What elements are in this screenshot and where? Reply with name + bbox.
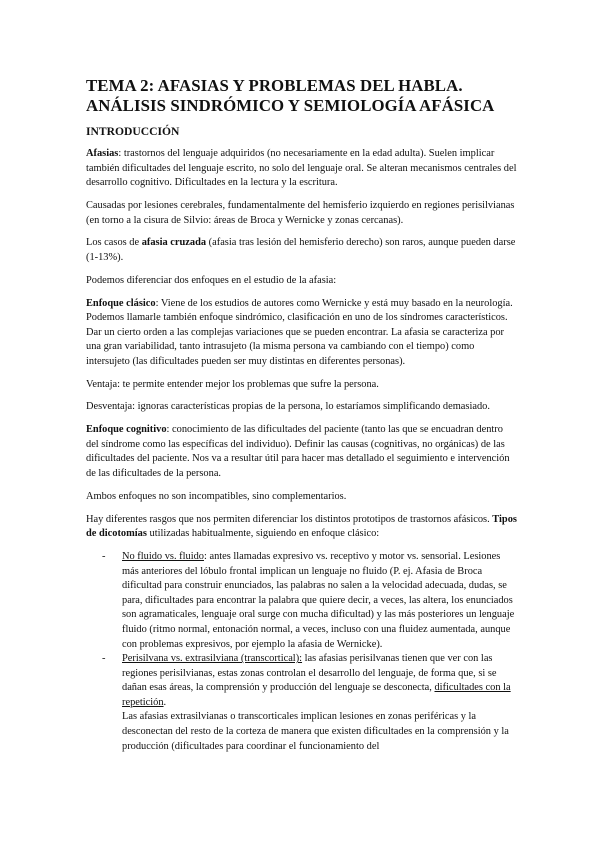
term-enfoque-clasico: Enfoque clásico (86, 297, 156, 309)
paragraph-causas: Causadas por lesiones cerebrales, fundamentalmente del hemisferio izquierdo en regiones perisilvianas (en torno a la cisura de Silvio: áreas de Broca y Wernicke y zonas cercanas). (86, 199, 515, 226)
term-enfoque-cognitivo: Enfoque cognitivo (86, 424, 167, 436)
paragraph-afasia-cruzada: Los casos de afasia cruzada (afasia tras lesión del hemisferio derecho) son raros, aunque pueden darse (1-13%). (86, 237, 516, 263)
list-item-continuation: Las afasias extrasilvianas o transcorticales implican lesiones en zonas periféricas y la desconectan del resto de la corteza de manera que existen dificultades en la comprensión y la producción (dificultades para coordinar el funcionamiento del (122, 711, 509, 752)
list-item-fluidez: - No fluido vs. fluido: antes llamadas expresivo vs. receptivo y motor vs. sensorial. Lesiones más anteriores del lóbulo frontal implican un lenguaje no fluido (P. ej. Afasia de Broca dificultad para construir enunciados, las palabras no salen a la velocidad adecuada, dudas, se para, dificultades para encontrar la palabra que quiere decir, a veces, las altera, los enunciados son agramaticales, lenguaje oral surge con mucha dificultad) y las más posteriores un lenguaje fluido (ritmo normal, entonación normal, a veces, incluso con una fluidez aumentada, aunque con problemas expresivos, por ejemplo la afasia de Wernicke). (102, 550, 515, 650)
section-heading-introduccion: INTRODUCCIÓN (86, 125, 180, 138)
paragraph-enfoques: Podemos diferenciar dos enfoques en el estudio de la afasia: (86, 274, 337, 286)
paragraph-ventaja: Ventaja: te permite entender mejor los problemas que sufre la persona. (86, 378, 379, 390)
page-title (86, 76, 518, 116)
paragraph-enfoque-cognitivo: Enfoque cognitivo: conocimiento de las dificultades del paciente (tanto las que se encuadran dentro del síndrome como las específicas del individuo). Definir las causas (cognitivas, no orgánicas) de las dificultades del paciente. Nos va a resultar útil para hacer mas detallado el seguimiento e intervención de las dificultades de la persona. (86, 424, 510, 479)
paragraph-afasias: Afasias: trastornos del lenguaje adquiridos (no necesariamente en la edad adulta). Suelen implicar también dificultades del lenguaje escrito, no solo del lenguaje oral. Se alteran mecanismos centrales del desarrollo cognitivo. Dificultades en la lectura y la escritura. (86, 148, 517, 189)
paragraph-desventaja: Desventaja: ignoras características propias de la persona, lo estaríamos simplificando demasiado. (86, 401, 490, 413)
paragraph-enfoque-clasico: Enfoque clásico: Viene de los estudios de autores como Wernicke y está muy basado en la neurología. Podemos llamarle también enfoque sindrómico, clasificación en uno de los síndromes característicos. Dar un cierto orden a las complejas variaciones que se pueden encontrar. La afasia se caracteriza por una gran variabilidad, tanto intrasujeto (la misma persona va cambiando con el tiempo) como intersujeto (las dificultades pueden ser muy distintas en diferentes personas). (86, 297, 513, 367)
title-line-1: TEMA 2: AFASIAS Y PROBLEMAS DEL HABLA. (86, 76, 463, 95)
term-afasias: Afasias (86, 148, 119, 159)
underlined-phrase: dificultades con la repetición (122, 682, 511, 708)
paragraph-complementarios: Ambos enfoques no son incompatibles, sino complementarios. (86, 490, 347, 502)
paragraph-dicotomias: Hay diferentes rasgos que nos permiten diferenciar los distintos prototipos de trastornos afásicos. Tipos de dicotomías utilizadas habitualmente, siguiendo en enfoque clásico: (86, 513, 517, 540)
list-item-heading: No fluido vs. fluido (122, 550, 204, 562)
title-line-2: ANÁLISIS SINDRÓMICO Y SEMIOLOGÍA AFÁSICA (86, 96, 495, 115)
list-item-heading: Perisilvana vs. extrasilviana (transcortical): (122, 653, 303, 665)
bullet-dash: - (102, 550, 106, 562)
dichotomy-list (86, 550, 518, 754)
list-item-perisilvana: - Perisilvana vs. extrasilviana (transcortical): las afasias perisilvanas tienen que ver con las regiones perisilvianas, estas zonas controlan el desarrollo del lenguaje, de forma que, si se dañan esas áreas, la comprensión y producción del lenguaje se desconecta, dificultades con la repetición. Las afasias extrasilvianas o transcorticales implican lesiones en zonas periféricas y la desconectan del resto de la corteza de manera que existen dificultades en la comprensión y la producción (dificultades para coordinar el funcionamiento del (106, 652, 518, 754)
bullet-dash: - (102, 653, 106, 665)
term-afasia-cruzada: afasia cruzada (141, 237, 207, 249)
term-tipos-dicotomias: Tipos de dicotomías (86, 513, 517, 540)
